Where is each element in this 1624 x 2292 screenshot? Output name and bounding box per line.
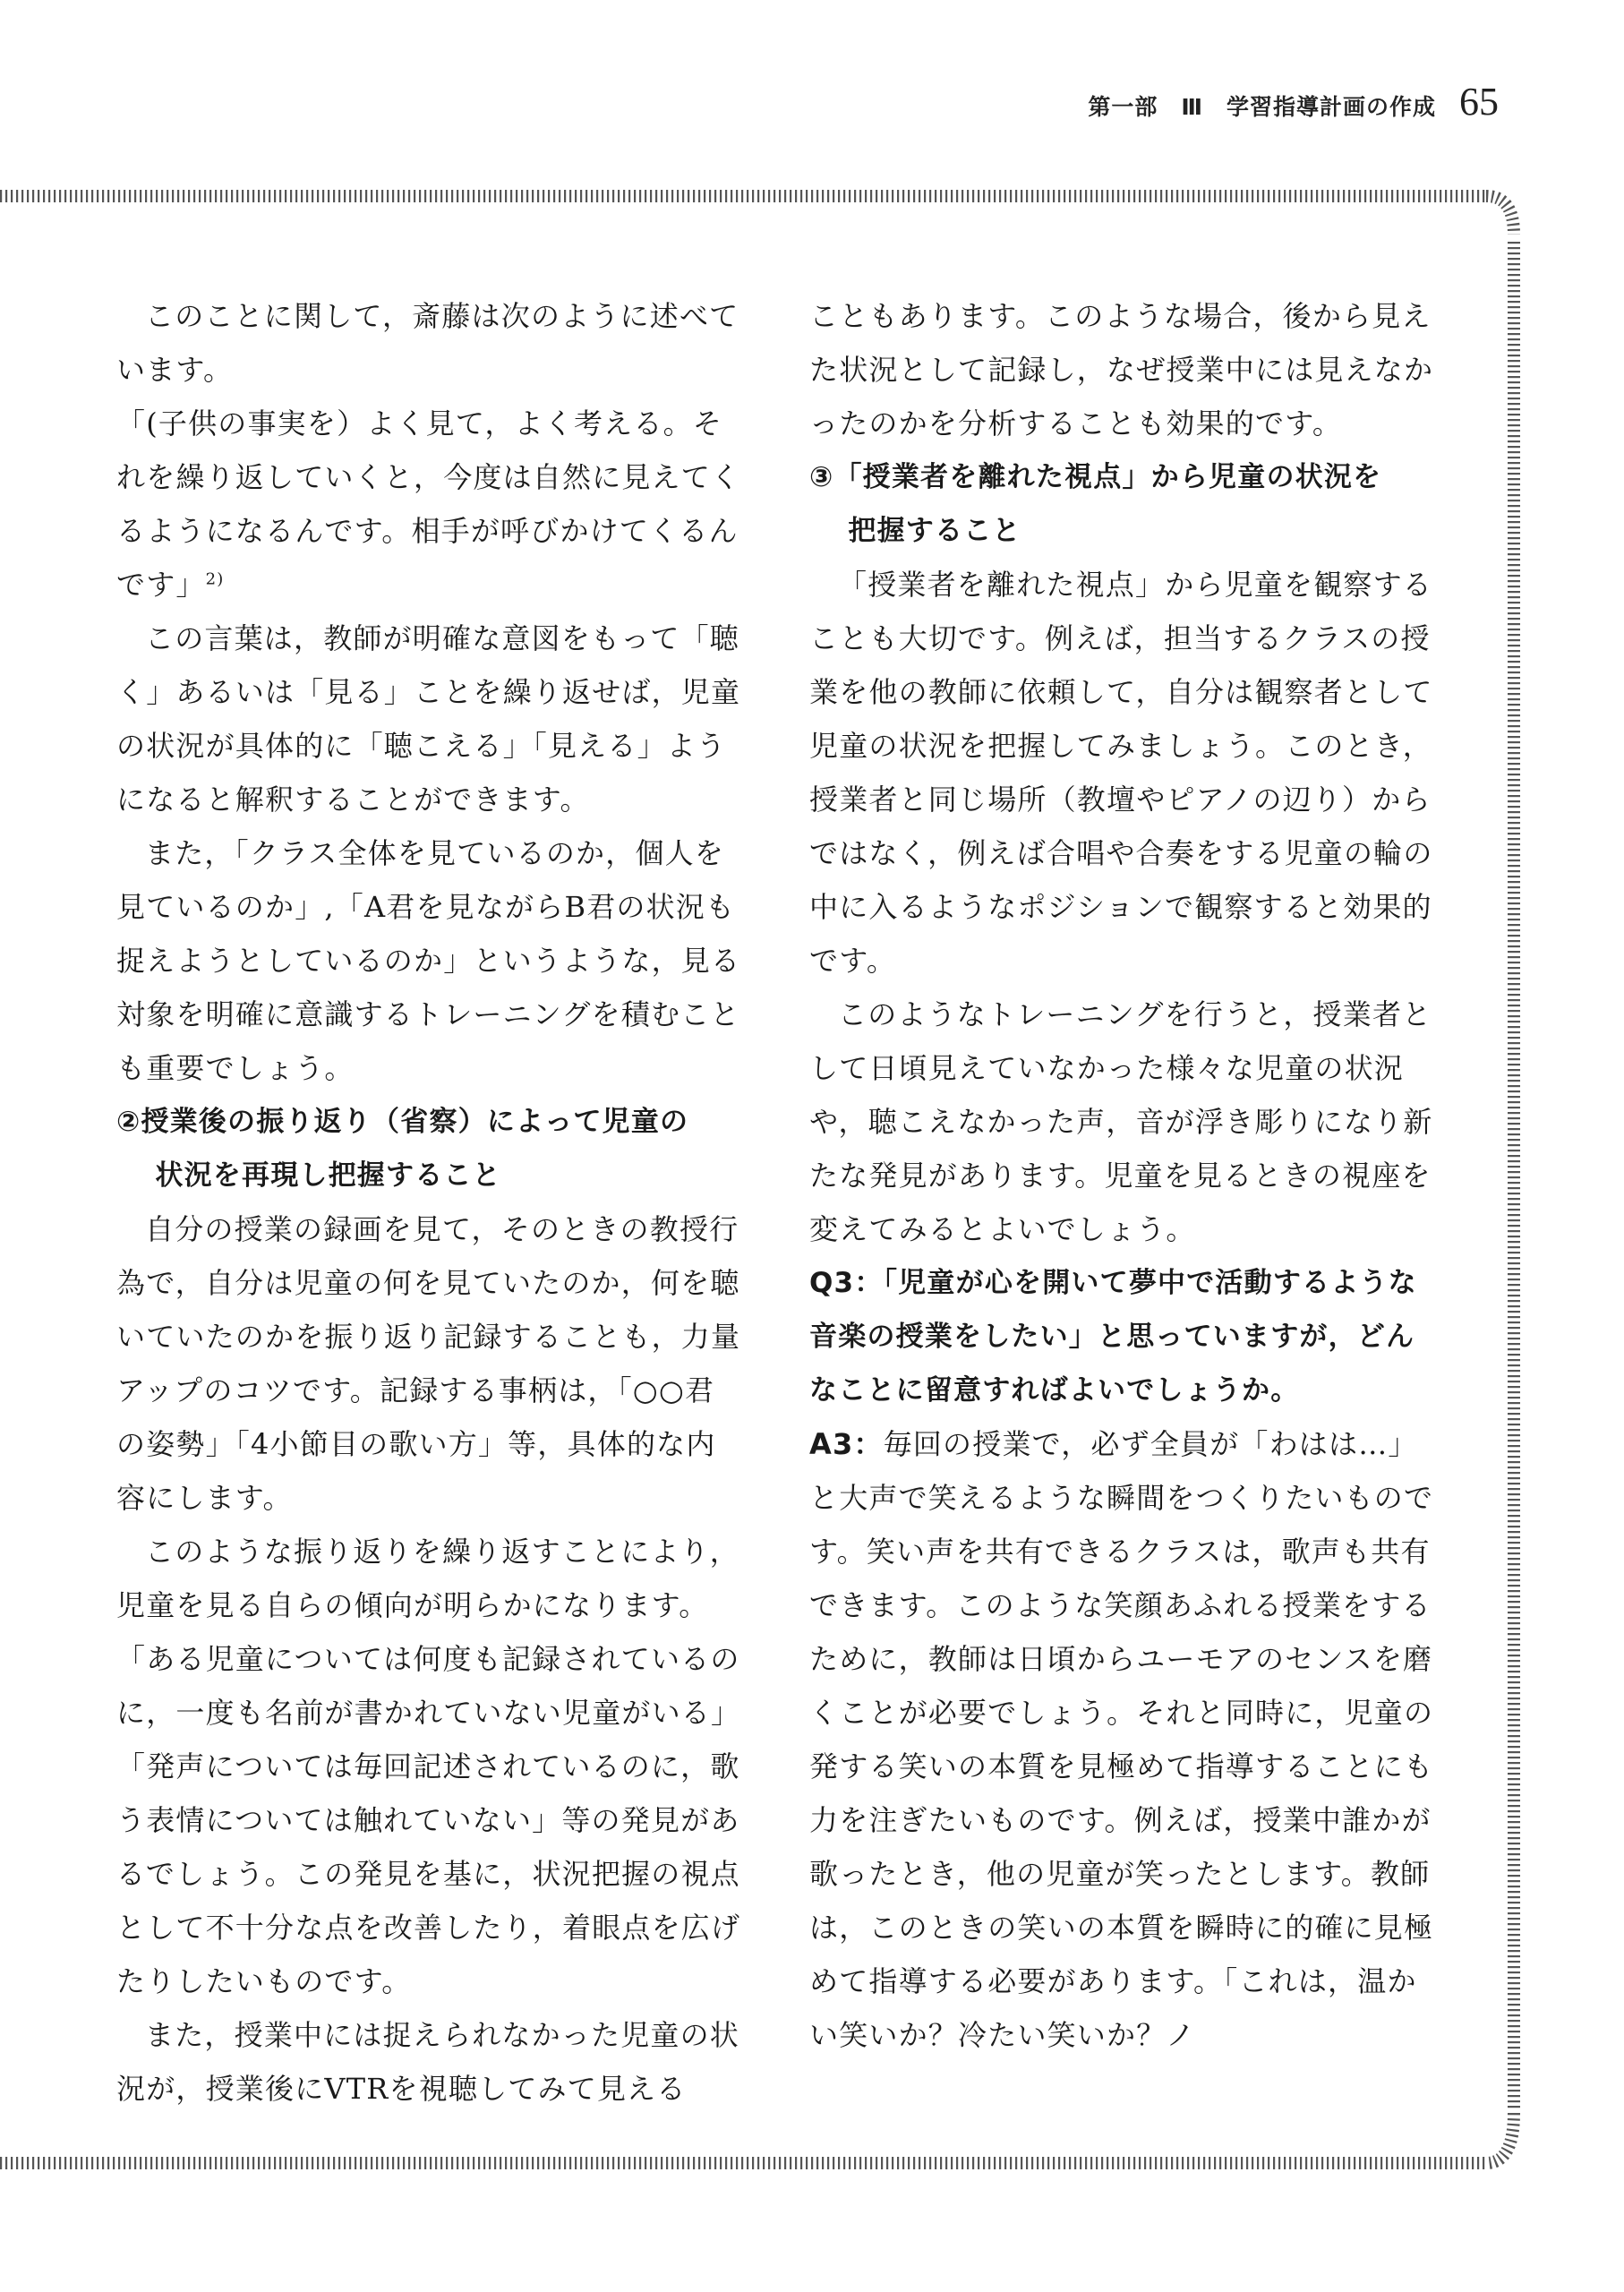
right-column — [809, 289, 1436, 2062]
paragraph: こともあります。このような場合，後から見えた状況として記録し，なぜ授業中には見えなかったのかを分析することも効果的です。 — [809, 299, 1434, 440]
question-heading: Q3：「児童が心を開いて夢中で活動するような音楽の授業をしたい」と思っていますが，どんなことに留意すればよいでしょうか。 — [809, 1267, 1417, 1407]
paragraph: 自分の授業の録画を見て，そのときの教授行為で，自分は児童の何を見ていたのか，何を聴いていたのかを振り返り記録することも，力量アップのコツです。記録する事柄は，「○○君の姿勢」「4小節目の歌い方」等，具体的な内容にします。 — [116, 1212, 741, 1515]
bottom-rule — [0, 2157, 1486, 2169]
top-rule — [0, 190, 1486, 202]
paragraph: このような振り返りを繰り返すことにより，児童を見る自らの傾向が明らかになります。「ある児童については何度も記録されているのに，一度も名前が書かれていない児童がいる」「発声については毎回記述されているのに，歌う表情については触れていない」等の発見があるでしょう。この発見を基に，状況把握の視点として不十分な点を改善したり，着眼点を広げたりしたいものです。 — [116, 1535, 741, 1998]
top-right-corner — [1486, 196, 1514, 235]
sub-heading-line: ②授業後の振り返り（省察）によって児童の — [116, 1106, 689, 1138]
answer-text: 毎回の授業で，必ず全員が「わはは…」と大声で笑えるような瞬間をつくりたいものです。笑い声を共有できるクラスは，歌声も共有できます。このような笑顔あふれる授業をするために，教師は日頃からユーモアのセンスを磨くことが必要でしょう。それと同時に，児童の発する笑いの本質を見極めて指導することにも力を注ぎたいものです。例えば，授業中誰かが歌ったとき，他の児童が笑ったとします。教師は，このときの笑いの本質を瞬時に的確に見極めて指導する必要があります。「これは，温かい笑いか？冷たい笑いか？ノ — [809, 1427, 1434, 2052]
paragraph: また，授業中には捉えられなかった児童の状況が，授業後にVTRを視聴してみて見える — [116, 2018, 740, 2106]
paragraph: 「授業者を離れた視点」から児童を観察することも大切です。例えば，担当するクラスの授業を他の教師に依頼して，自分は観察者として児童の状況を把握してみましょう。このとき，授業者と同じ場所（教壇やピアノの辺り）からではなく，例えば合唱や合奏をする児童の輪の中に入るようなポジションで観察すると効果的です。 — [809, 568, 1433, 978]
quote-text: 「(子供の事実を）よく見て，よく考える。それを繰り返していくと，今度は自然に見えてくるようになるんです。相手が呼びかけてくるんです」 — [116, 406, 741, 602]
section-title: 第一部 Ⅲ 学習指導計画の作成 — [1088, 94, 1436, 120]
sub-heading-line: 把握すること — [848, 515, 1021, 547]
answer-paragraph — [809, 1417, 1436, 2062]
sub-heading-2 — [116, 1095, 743, 1202]
quote-paragraph — [116, 397, 743, 611]
sub-heading-3 — [809, 450, 1436, 558]
paragraph: このことに関して，斎藤は次のように述べています。 — [116, 299, 739, 387]
page-number: 65 — [1459, 80, 1499, 124]
paragraph: この言葉は，教師が明確な意図をもって「聴く」あるいは「見る」ことを繰り返せば，児童の状況が具体的に「聴こえる」「見える」ようになると解釈することができます。 — [116, 621, 741, 817]
answer-label: A3： — [809, 1427, 884, 1461]
left-column — [116, 289, 743, 2116]
sub-heading-line: ③「授業者を離れた視点」から児童の状況を — [809, 461, 1382, 493]
right-rule — [1508, 242, 1520, 2108]
sub-heading-line: 状況を再現し把握すること — [155, 1159, 501, 1192]
paragraph: このようなトレーニングを行うと，授業者として日頃見えていなかった様々な児童の状況や，聴こえなかった声，音が浮き彫りになり新たな発見があります。児童を見るときの視座を変えてみるとよいでしょう。 — [809, 997, 1433, 1246]
paragraph: また，「クラス全体を見ているのか，個人を見ているのか」,「A君を見ながらB君の状況も捉えようとしているのか」というような，見る対象を明確に意識するトレーニングを積むことも重要でしょう。 — [116, 836, 741, 1085]
bottom-right-corner — [1486, 2113, 1514, 2163]
footnote-ref: 2) — [205, 569, 225, 589]
